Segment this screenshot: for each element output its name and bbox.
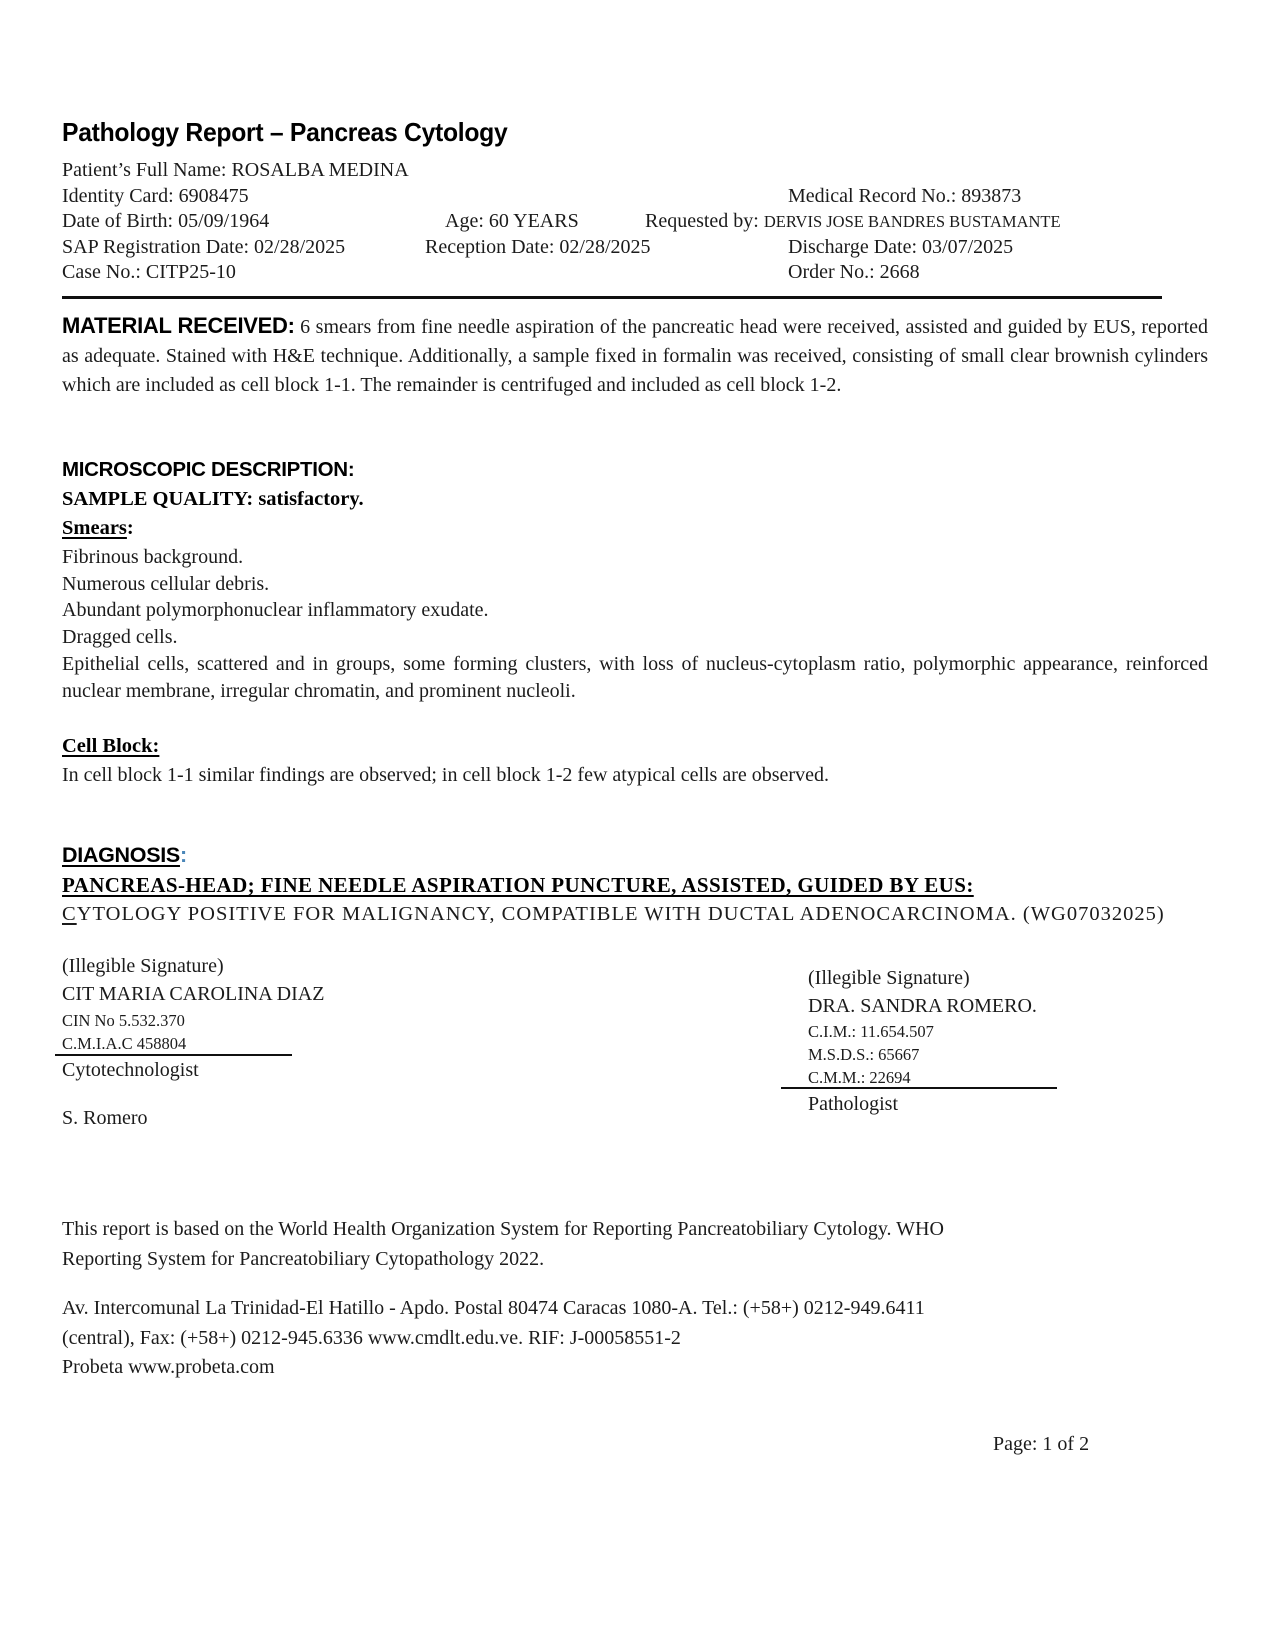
- address-line: Probeta www.probeta.com: [62, 1356, 275, 1378]
- diagnosis-heading: DIAGNOSIS: [62, 843, 180, 867]
- pathologist-name: DRA. SANDRA ROMERO.: [808, 995, 1037, 1017]
- requested-by-value: DERVIS JOSE BANDRES BUSTAMANTE: [763, 212, 1061, 231]
- requested-by-field: [645, 210, 1061, 233]
- identity-card-label: Identity Card:: [62, 184, 174, 207]
- sample-quality-line: [62, 487, 364, 512]
- finding-line: Abundant polymorphonuclear inflammatory exudate.: [62, 599, 489, 621]
- date-of-birth-value: 05/09/1964: [178, 210, 270, 232]
- diagnosis-site-line: [62, 873, 974, 898]
- who-note-line: This report is based on the World Health Organization System for Reporting Pancreatobiliary Cytology. WHO: [62, 1218, 944, 1240]
- cytotechnologist-role: Cytotechnologist: [62, 1059, 199, 1081]
- requested-by-label: Requested by:: [645, 210, 759, 232]
- material-received-heading: MATERIAL RECEIVED:: [62, 313, 295, 338]
- finding-paragraph: Epithelial cells, scattered and in groups, some forming clusters, with loss of nucleus-cytoplasm ratio, polymorphic appearance, reinforced nuclear membrane, irregular chromatin, and prominent nucleoli.: [62, 653, 1208, 702]
- signature-line: [55, 1054, 292, 1056]
- finding-line: Numerous cellular debris.: [62, 572, 270, 595]
- age-value: 60 YEARS: [488, 210, 579, 232]
- smears-colon: :: [126, 517, 134, 539]
- institution-address: [62, 1294, 1208, 1383]
- diagnosis-result-line: [62, 902, 1165, 927]
- pathologist-cim: C.I.M.: 11.654.507: [808, 1022, 934, 1041]
- cell-block-heading-text: Cell Block:: [62, 735, 160, 757]
- diagnosis-result-text: YTOLOGY POSITIVE FOR MALIGNANCY, COMPATIBLE WITH DUCTAL ADENOCARCINOMA. (WG07032025): [76, 903, 1165, 925]
- sample-quality-label: SAMPLE QUALITY:: [62, 488, 254, 510]
- medical-record-value: 893873: [961, 184, 1022, 207]
- material-received-text: 6 smears from fine needle aspiration of the pancreatic head were received, assisted and guided by EUS, reported as adequate. Stained with H&E technique. Additionally, a sample fixed in formalin was received, consisting of small clear brownish cylinders which are included as cell block 1-1. The remainder is centrifuged and included as cell block 1-2.: [62, 316, 1208, 396]
- age-field: [445, 210, 579, 233]
- header-divider: [62, 296, 1162, 299]
- medical-record-field: [788, 185, 1021, 208]
- cell-block-heading: [62, 734, 159, 759]
- address-line: (central), Fax: (+58+) 0212-945.6336 www.cmdlt.edu.ve. RIF: J-00058551-2: [62, 1326, 681, 1349]
- medical-record-label: Medical Record No.:: [788, 184, 957, 207]
- cytotechnologist-cmiac: C.M.I.A.C 458804: [62, 1034, 187, 1053]
- case-no-value: CITP25-10: [145, 261, 236, 283]
- order-no-label: Order No.:: [788, 261, 875, 283]
- date-of-birth-label: Date of Birth:: [62, 210, 174, 232]
- sample-quality-value: satisfactory.: [253, 488, 364, 510]
- reception-date-label: Reception Date:: [425, 235, 555, 258]
- signature-illegible: (Illegible Signature): [808, 967, 970, 989]
- signature-illegible: (Illegible Signature): [62, 955, 224, 977]
- page-indicator: Page: 1 of 2: [993, 1433, 1090, 1455]
- signature-line: [781, 1087, 1057, 1089]
- address-line: Av. Intercomunal La Trinidad-El Hatillo - Apdo. Postal 80474 Caracas 1080-A. Tel.: (+58+) 0212-949.6411: [62, 1297, 925, 1319]
- age-label: Age:: [445, 210, 484, 232]
- order-no-field: [788, 261, 920, 284]
- identity-card-value: 6908475: [178, 184, 249, 207]
- reception-date-field: [425, 236, 651, 259]
- diagnosis-site-text: PANCREAS-HEAD; FINE NEEDLE ASPIRATION PUNCTURE, ASSISTED, GUIDED BY EUS:: [62, 873, 974, 897]
- microscopic-description-heading: MICROSCOPIC DESCRIPTION:: [62, 458, 355, 481]
- smears-heading-line: [62, 516, 134, 541]
- patient-name-value: ROSALBA MEDINA: [231, 159, 409, 181]
- who-note: [62, 1215, 1208, 1274]
- patient-info-block: [62, 159, 1208, 289]
- date-of-birth-field: [62, 210, 269, 233]
- smears-heading: Smears: [62, 517, 127, 539]
- patient-name-field: [62, 159, 409, 182]
- pathologist-cmm: C.M.M.: 22694: [808, 1068, 911, 1087]
- identity-card-field: [62, 185, 249, 208]
- who-note-line: Reporting System for Pancreatobiliary Cytopathology 2022.: [62, 1247, 545, 1270]
- signature-note: S. Romero: [62, 1107, 148, 1129]
- diagnosis-colon: :: [179, 843, 187, 867]
- diagnosis-result-first-letter: C: [62, 903, 77, 925]
- sap-registration-field: [62, 236, 345, 259]
- order-no-value: 2668: [879, 261, 920, 283]
- discharge-date-value: 03/07/2025: [922, 235, 1014, 258]
- sap-registration-label: SAP Registration Date:: [62, 235, 250, 258]
- discharge-date-field: [788, 236, 1013, 259]
- cell-block-text: In cell block 1-1 similar findings are observed; in cell block 1-2 few atypical cells are observed.: [62, 764, 829, 786]
- case-no-label: Case No.:: [62, 261, 141, 283]
- reception-date-value: 02/28/2025: [559, 235, 651, 258]
- pathologist-msds: M.S.D.S.: 65667: [808, 1045, 920, 1064]
- material-received-section: [62, 311, 1208, 400]
- sap-registration-value: 02/28/2025: [254, 235, 346, 258]
- cytotechnologist-cin: CIN No 5.532.370: [62, 1011, 185, 1030]
- pathologist-role: Pathologist: [808, 1093, 899, 1115]
- case-no-field: [62, 261, 236, 284]
- finding-line: Dragged cells.: [62, 625, 178, 648]
- patient-name-label: Patient’s Full Name:: [62, 159, 227, 181]
- cytotechnologist-name: CIT MARIA CAROLINA DIAZ: [62, 983, 325, 1005]
- page-title: Pathology Report – Pancreas Cytology: [62, 117, 508, 147]
- discharge-date-label: Discharge Date:: [788, 235, 918, 258]
- finding-line: Fibrinous background.: [62, 546, 244, 568]
- diagnosis-heading-line: [62, 843, 187, 868]
